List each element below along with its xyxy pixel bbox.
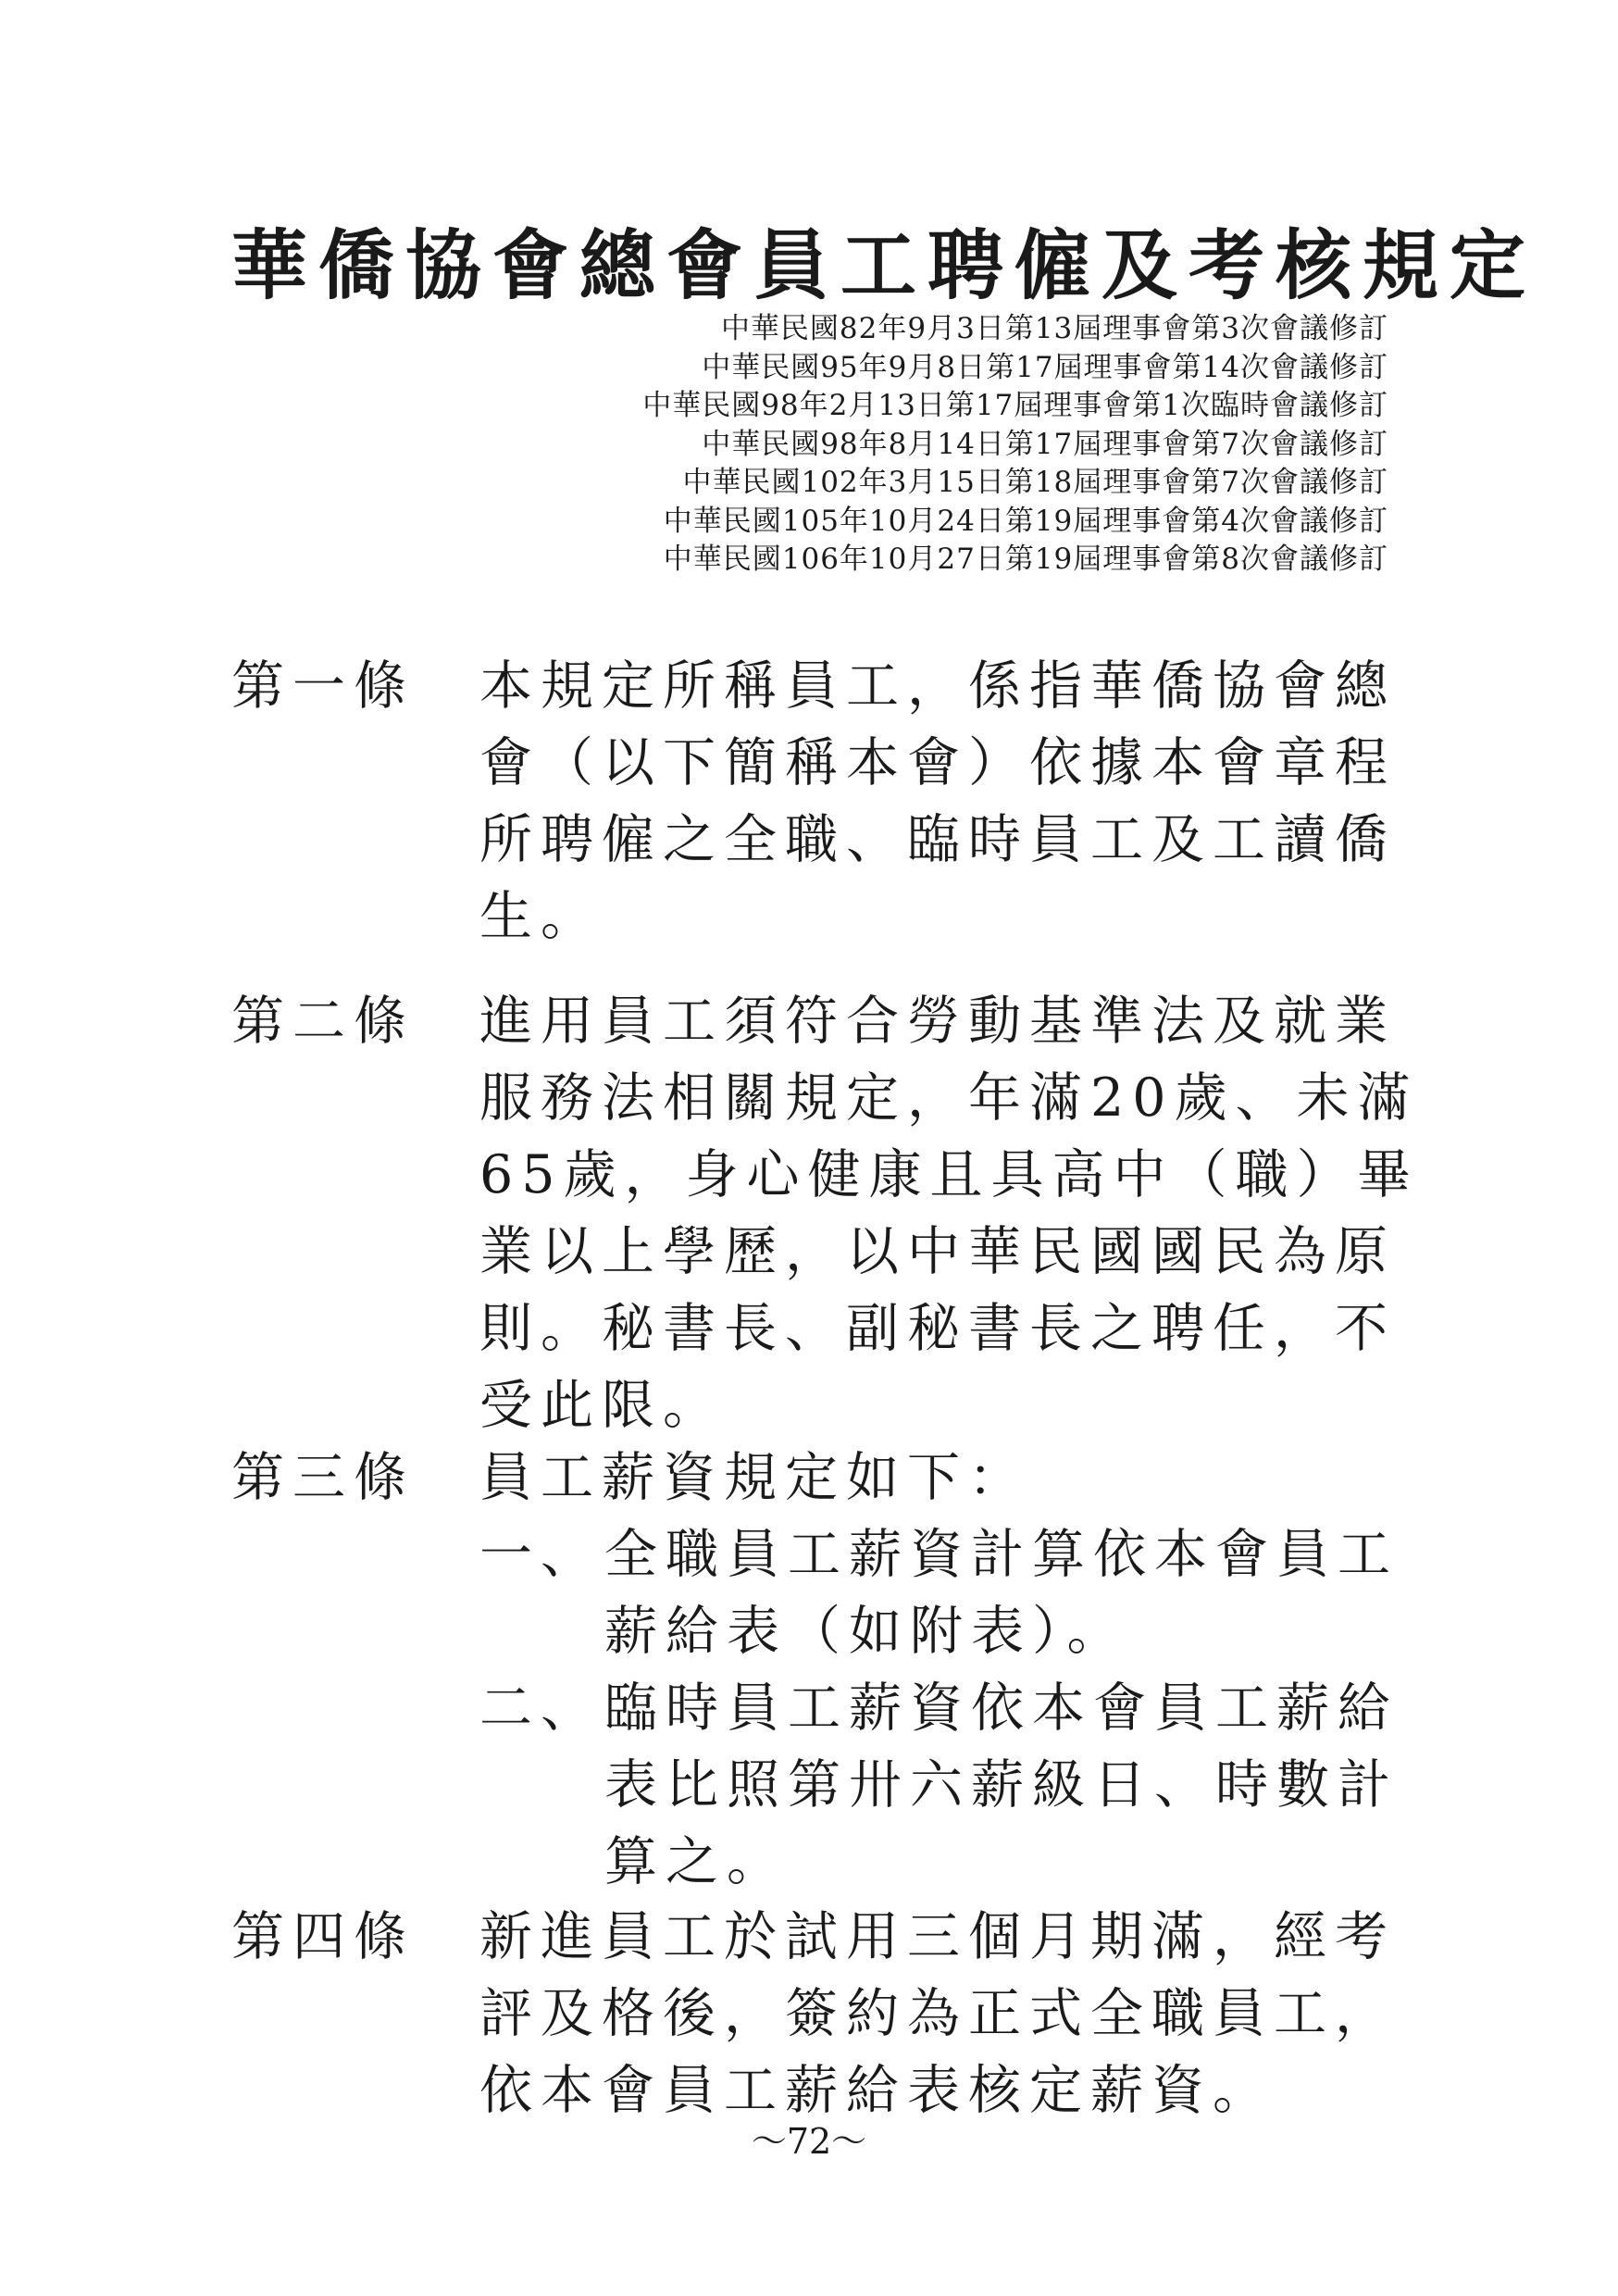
article-text-line: 薪給表（如附表）。 — [604, 1601, 1128, 1662]
article-label: 第二條 — [231, 991, 415, 1052]
list-item-number: 二、 — [479, 1678, 602, 1739]
revision-entry: 中華民國98年2月13日第17屆理事會第1次臨時會議修訂 — [642, 389, 1388, 422]
article-text-line: 服務法相關規定，年滿20歲、未滿 — [479, 1067, 1419, 1129]
article-text-line: 則。秘書長、副秘書長之聘任，不 — [479, 1298, 1396, 1359]
revision-entry: 中華民國98年8月14日第17屆理事會第7次會議修訂 — [702, 427, 1388, 461]
article-label: 第四條 — [231, 1906, 415, 1967]
article-text-line: 新進員工於試用三個月期滿，經考 — [479, 1906, 1396, 1967]
revision-entry: 中華民國106年10月27日第19屆理事會第8次會議修訂 — [663, 543, 1388, 576]
document-title: 華僑協會總會員工聘僱及考核規定 — [231, 221, 1537, 310]
list-item — [479, 1670, 1405, 1901]
article-text-line: 會（以下簡稱本會）依據本會章程 — [479, 732, 1396, 793]
article-text-line: 全職員工薪資計算依本會員工 — [604, 1524, 1399, 1585]
list-item — [479, 1516, 1405, 1670]
article-text-line: 所聘僱之全職、臨時員工及工讀僑 — [479, 809, 1396, 870]
article-body — [479, 983, 1419, 1444]
article-text-line: 本規定所稱員工，係指華僑協會總 — [479, 655, 1396, 717]
article-body — [479, 1440, 1405, 1901]
article-text-line: 臨時員工薪資依本會員工薪給 — [604, 1678, 1399, 1739]
article-body — [479, 648, 1405, 955]
revision-entry: 中華民國95年9月8日第17屆理事會第14次會議修訂 — [702, 350, 1388, 384]
article-text-line: 受此限。 — [479, 1375, 724, 1436]
article-text-line: 生。 — [479, 886, 602, 947]
page-number: 〜72〜 — [751, 2121, 867, 2162]
article-intro: 員工薪資規定如下： — [479, 1447, 1029, 1508]
revision-entry: 中華民國105年10月24日第19屆理事會第4次會議修訂 — [663, 504, 1388, 538]
list-item-text — [604, 1516, 1405, 1670]
revision-history — [555, 310, 1388, 580]
article-text-line: 算之。 — [604, 1831, 788, 1892]
article-text-line: 依本會員工薪給表核定薪資。 — [479, 2060, 1274, 2121]
revision-entry: 中華民國82年9月3日第13屆理事會第3次會議修訂 — [720, 312, 1388, 345]
article-label: 第三條 — [231, 1447, 415, 1508]
list-item-number: 一、 — [479, 1524, 602, 1585]
article-text-line: 業以上學歷，以中華民國國民為原 — [479, 1221, 1396, 1282]
article-body — [479, 1899, 1405, 2129]
article-text-line: 表比照第卅六薪級日、時數計 — [604, 1754, 1399, 1816]
article-text-line: 評及格後，簽約為正式全職員工， — [479, 1983, 1396, 2044]
article-label: 第一條 — [231, 655, 415, 717]
article-text-line: 進用員工須符合勞動基準法及就業 — [479, 991, 1396, 1052]
article-text-line: 65歲，身心健康且具高中（職）畢 — [479, 1144, 1419, 1205]
revision-entry: 中華民國102年3月15日第18屆理事會第7次會議修訂 — [682, 466, 1388, 499]
list-item-text — [604, 1670, 1405, 1901]
